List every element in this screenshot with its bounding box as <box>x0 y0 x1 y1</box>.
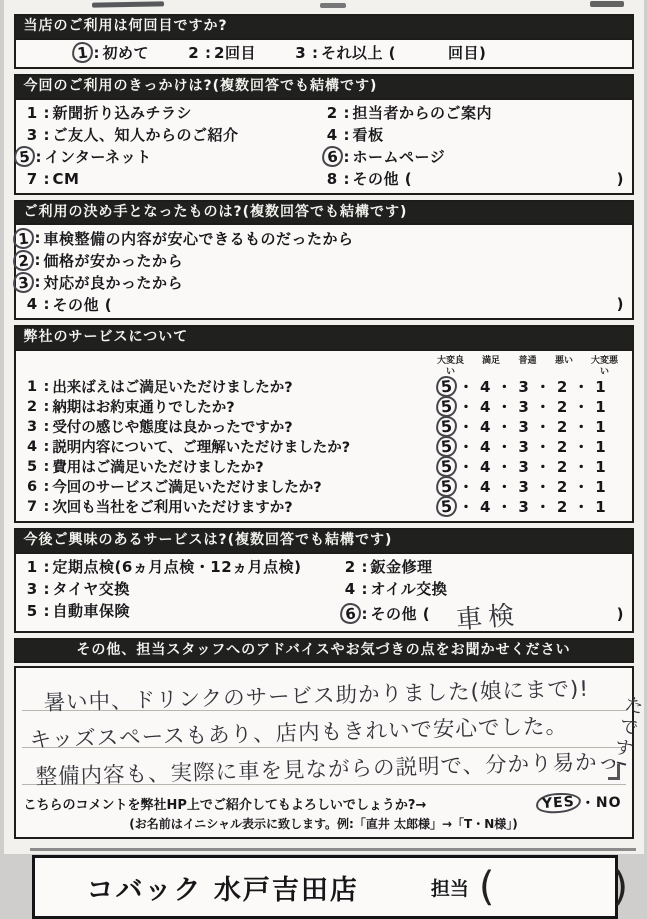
option-label: 2回目 <box>214 44 256 63</box>
section-comments-header: その他、担当スタッフへのアドバイスやお気づきの点をお聞かせください <box>14 638 634 664</box>
section-future-services <box>14 528 634 636</box>
staff-write-in[interactable]: ) <box>612 864 629 911</box>
consent-no[interactable]: NO <box>595 795 622 812</box>
section-deciding-factor-header: ご利用の決め手となったものは?(複数回答でも結構です) <box>16 202 632 226</box>
option-number: 8 <box>326 169 338 188</box>
section-service-ratings <box>14 325 634 522</box>
option-number: 2 <box>344 557 356 576</box>
question-number: 4 <box>26 438 38 455</box>
option-flyer[interactable] <box>22 103 322 123</box>
colon: : <box>43 398 50 415</box>
question-number: 2 <box>26 398 38 415</box>
comment-line[interactable] <box>22 711 626 754</box>
option-number: 4 <box>326 125 338 144</box>
comment-box[interactable] <box>14 666 634 839</box>
rating-values: ・4・3・2・1 <box>458 438 613 457</box>
colon: : <box>343 125 350 144</box>
rating-row-explanation <box>22 437 622 457</box>
colon: : <box>35 147 42 166</box>
option-label: 新聞折り込みチラシ <box>52 104 193 123</box>
rating-row-cost <box>22 457 622 477</box>
colon: : <box>43 438 50 455</box>
handwritten-circle: 1 <box>11 227 34 250</box>
option-number: 3 <box>26 125 38 144</box>
section-future-services-header: 今後ご興味のあるサービスは?(複数回答でも結構です) <box>16 530 632 554</box>
colon: : <box>43 295 50 314</box>
option-periodic-inspection[interactable] <box>22 557 340 577</box>
option-oil-change[interactable] <box>340 579 624 599</box>
option-number: 5 <box>26 601 38 620</box>
option-body-repair[interactable] <box>340 557 624 577</box>
option-label: 自動車保険 <box>52 602 131 621</box>
scale-label-satisfied: 満足 <box>481 356 500 367</box>
option-more-times[interactable] <box>290 43 486 63</box>
write-in-close-paren: ) <box>616 604 624 623</box>
handwritten-circle: 5 <box>12 145 35 168</box>
question-text: 出来ばえはご満足いただけましたか? <box>52 380 293 397</box>
consent-row <box>22 785 626 813</box>
handwritten-circle: 5 <box>434 495 457 518</box>
rating-values: ・4・3・2・1 <box>458 478 613 497</box>
option-label: 鈑金修理 <box>370 558 433 577</box>
handwritten-circle: 5 <box>434 455 457 478</box>
question-text: 受付の感じや態度は良かったですか? <box>52 420 293 437</box>
write-in-close-paren: ) <box>616 169 624 188</box>
option-friend-referral[interactable] <box>22 125 322 145</box>
handwritten-circle: 1 <box>70 41 93 64</box>
option-label: ホームページ <box>352 148 446 167</box>
option-number: 4 <box>344 579 356 598</box>
question-number: 7 <box>26 498 38 515</box>
handwritten-circle: 6 <box>338 602 361 625</box>
colon: : <box>43 378 50 395</box>
colon: : <box>43 458 50 475</box>
rating-row-return <box>22 497 622 517</box>
handwritten-comment-3: 整備内容も、実際に車を見ながらの説明で、分かり易かっ <box>34 750 620 791</box>
question-text: 説明内容について、ご理解いただけましたか? <box>52 440 351 457</box>
question-text: 次回も当社をご利用いただけますか? <box>52 500 293 517</box>
option-label: オイル交換 <box>370 580 448 599</box>
colon: : <box>34 273 41 292</box>
handwritten-circle: 2 <box>11 249 34 272</box>
section-trigger-header: 今回のご利用のきっかけは?(複数回答でも結構です) <box>16 76 632 100</box>
handwritten-circle: 5 <box>434 375 457 398</box>
option-label: 対応が良かったから <box>43 273 184 292</box>
question-number: 5 <box>26 458 38 475</box>
staff-paren-open: ( <box>478 864 495 911</box>
rating-values: ・4・3・2・1 <box>458 418 613 437</box>
colon: : <box>343 169 350 188</box>
comment-line[interactable] <box>22 748 626 791</box>
handwritten-circle: 5 <box>434 435 457 458</box>
section-visit-count <box>14 14 634 69</box>
rating-scale[interactable] <box>436 476 622 497</box>
option-number: 4 <box>26 295 38 314</box>
option-staff-referral[interactable] <box>322 103 624 123</box>
handwritten-circle: 6 <box>320 145 343 168</box>
option-good-service[interactable] <box>16 272 624 292</box>
question-text: 今回のサービスご満足いただけましたか? <box>52 480 322 497</box>
rating-scale-header <box>436 354 620 377</box>
question-number: 6 <box>26 478 38 495</box>
store-footer-box <box>32 855 629 919</box>
handwritten-circle: 5 <box>434 395 457 418</box>
staff-label: 担当 <box>430 877 469 900</box>
scale-label-normal: 普通 <box>518 356 537 367</box>
handwritten-comment-2: キッズスペースもあり、店内もきれいで安心でした。 <box>28 714 568 754</box>
rating-row-delivery <box>22 397 622 417</box>
rating-row-overall <box>22 477 622 497</box>
option-other-service[interactable] <box>340 600 624 636</box>
scan-artifact <box>608 764 620 780</box>
option-inspection-quality[interactable] <box>16 228 624 248</box>
section-deciding-factor <box>14 200 634 321</box>
rating-scale[interactable] <box>436 436 622 457</box>
rating-scale[interactable] <box>436 456 622 477</box>
rating-values: ・4・3・2・1 <box>458 398 613 417</box>
option-number: 3 <box>26 579 38 598</box>
option-suffix: 回目) <box>448 44 487 63</box>
option-label: 価格が安かったから <box>43 251 184 270</box>
rating-scale[interactable] <box>436 416 622 437</box>
option-label: タイヤ交換 <box>52 580 130 599</box>
colon: : <box>43 125 50 144</box>
colon: : <box>34 251 41 270</box>
question-number: 3 <box>26 418 38 435</box>
rating-values: ・4・3・2・1 <box>458 458 613 477</box>
option-label: 初めて <box>102 44 150 63</box>
colon: : <box>43 601 50 620</box>
consent-yes[interactable]: YES <box>535 792 581 815</box>
write-in-close-paren: ) <box>616 295 624 314</box>
section-comments <box>14 638 634 664</box>
option-label: インターネット <box>44 148 152 167</box>
question-text: 費用はご満足いただけましたか? <box>52 460 264 477</box>
colon: : <box>43 498 50 515</box>
handwritten-comment-1: 暑い中、ドリンクのサービス助かりました(娘にまで)! <box>42 677 589 717</box>
rating-scale[interactable] <box>436 376 622 397</box>
option-second-time[interactable] <box>183 43 256 63</box>
question-number: 1 <box>26 378 38 395</box>
option-number: 7 <box>26 169 38 188</box>
option-label: その他 ( <box>52 295 113 314</box>
rating-row-finish <box>22 377 622 397</box>
option-first-time[interactable] <box>72 43 150 63</box>
colon: : <box>93 43 100 62</box>
store-name: コバック 水戸吉田店 <box>86 874 359 906</box>
initial-display-note: (お名前はイニシャル表示に致します。例:「直井 太郎様」→「T・N様」) <box>129 817 518 832</box>
colon: : <box>43 103 50 122</box>
colon: : <box>43 169 50 188</box>
handwritten-comment-overflow: たです! <box>605 692 646 773</box>
option-label: その他 ( <box>352 170 413 189</box>
rating-values: ・4・3・2・1 <box>458 498 613 517</box>
option-number: 1 <box>26 557 38 576</box>
option-internet[interactable] <box>17 147 322 167</box>
scan-artifact <box>91 1 163 7</box>
colon: : <box>361 604 368 623</box>
scale-label-bad: 悪い <box>554 356 573 367</box>
option-other-factor[interactable] <box>22 294 624 314</box>
handwritten-other-service: 車検 <box>455 600 522 636</box>
option-label: ご友人、知人からのご紹介 <box>52 126 239 145</box>
scan-artifact <box>590 1 624 7</box>
option-label: それ以上 ( <box>320 44 397 63</box>
colon: : <box>343 103 350 122</box>
consent-question: こちらのコメントを弊社HP上でご紹介してもよろしいでしょうか?→ <box>23 797 427 813</box>
colon: : <box>361 557 368 576</box>
colon: : <box>34 229 41 248</box>
colon: : <box>43 418 50 435</box>
colon: : <box>361 579 368 598</box>
option-number: 1 <box>26 103 38 122</box>
question-text: 納期はお約束通りでしたか? <box>52 400 235 417</box>
colon: : <box>43 579 50 598</box>
section-trigger <box>14 74 634 195</box>
rating-values: ・4・3・2・1 <box>458 378 613 397</box>
option-label: 担当者からのご案内 <box>352 104 493 123</box>
scan-artifact <box>320 3 346 8</box>
option-label: 看板 <box>352 126 384 145</box>
option-number: 2 <box>188 43 199 62</box>
option-cm[interactable] <box>22 169 322 189</box>
comment-line[interactable] <box>22 674 626 717</box>
option-label: 定期点検(6ヵ月点検・12ヵ月点検) <box>52 558 302 577</box>
scan-artifact <box>30 848 636 851</box>
handwritten-circle: 5 <box>434 475 457 498</box>
option-number: 3 <box>295 43 306 62</box>
handwritten-circle: 5 <box>434 415 457 438</box>
consent-separator: ・ <box>580 796 596 813</box>
option-tire-change[interactable] <box>22 579 340 599</box>
scale-label-very-bad: 大変悪い <box>590 356 618 377</box>
colon: : <box>311 43 318 62</box>
rating-row-reception <box>22 417 622 437</box>
option-label: 車検整備の内容が安心できるものだったから <box>43 229 354 248</box>
option-number: 2 <box>326 103 338 122</box>
handwritten-circle: 3 <box>11 271 34 294</box>
option-homepage[interactable] <box>322 147 624 167</box>
rating-scale[interactable] <box>436 396 622 417</box>
option-low-price[interactable] <box>16 250 624 270</box>
option-signboard[interactable] <box>322 125 624 145</box>
survey-form-page <box>4 0 646 911</box>
option-label: その他 ( <box>370 605 431 624</box>
option-other-trigger[interactable] <box>322 169 624 189</box>
colon: : <box>43 557 50 576</box>
option-car-insurance[interactable] <box>22 601 340 621</box>
rating-scale[interactable] <box>436 496 622 517</box>
scale-label-very-good: 大変良い <box>436 356 464 377</box>
colon: : <box>343 147 350 166</box>
section-service-ratings-header: 弊社のサービスについて <box>16 327 632 351</box>
section-visit-count-header: 当店のご利用は何回目ですか? <box>16 16 632 40</box>
option-label: CM <box>52 169 80 188</box>
colon: : <box>43 478 50 495</box>
colon: : <box>205 43 212 62</box>
